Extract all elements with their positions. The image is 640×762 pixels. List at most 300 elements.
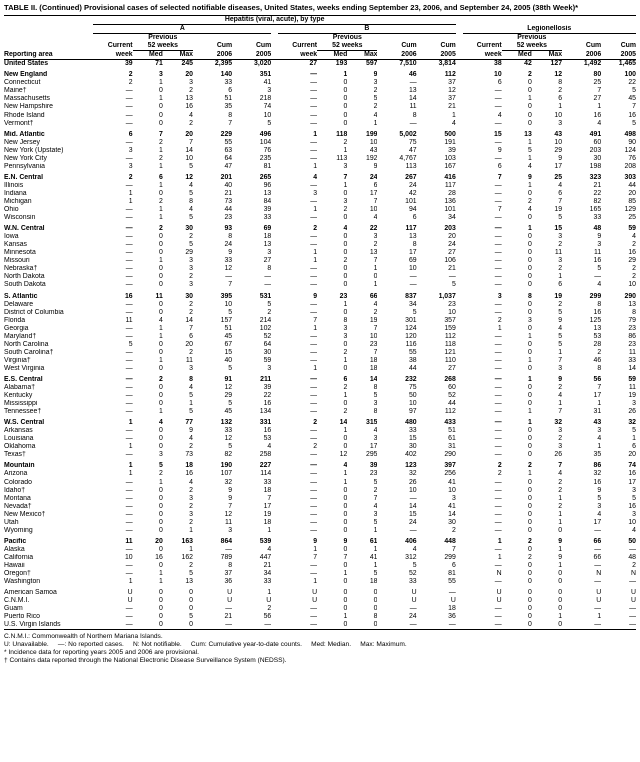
value-cell: 3 bbox=[597, 502, 602, 510]
value-cell: — bbox=[310, 214, 318, 222]
reporting-area-cell: Oregon† bbox=[4, 570, 31, 578]
value-cell: U bbox=[631, 597, 636, 605]
value-cell: 265 bbox=[259, 173, 272, 181]
value-cell: 9 bbox=[558, 375, 563, 383]
value-cell: 0 bbox=[158, 364, 163, 372]
value-cell: 2 bbox=[497, 462, 502, 470]
value-cell: 1 bbox=[158, 146, 163, 154]
reporting-area-cell: Iowa bbox=[4, 233, 19, 241]
value-cell: 27 bbox=[263, 257, 272, 265]
value-cell: — bbox=[494, 443, 502, 451]
value-cell: — bbox=[125, 494, 133, 502]
value-cell: 0 bbox=[528, 589, 532, 597]
value-cell: 16 bbox=[593, 478, 602, 486]
value-cell: — bbox=[310, 526, 318, 534]
value-cell: 23 bbox=[369, 340, 378, 348]
value-cell: 4 bbox=[373, 300, 378, 308]
value-cell: 0 bbox=[528, 478, 532, 486]
value-cell: 211 bbox=[260, 375, 272, 383]
table-row bbox=[4, 120, 636, 128]
value-cell: 10 bbox=[369, 206, 378, 214]
value-cell: 1 bbox=[313, 162, 318, 170]
value-cell: 1 bbox=[343, 71, 348, 79]
previous-label: Previous bbox=[517, 34, 547, 42]
value-cell: 0 bbox=[528, 281, 532, 289]
value-cell: — bbox=[310, 197, 318, 205]
value-cell: 0 bbox=[528, 265, 532, 273]
value-cell: — bbox=[125, 300, 133, 308]
value-cell: — bbox=[310, 71, 318, 79]
value-cell: 4 bbox=[267, 443, 272, 451]
value-cell: 10 bbox=[493, 71, 502, 79]
value-cell: 597 bbox=[365, 60, 378, 68]
value-cell: 2 bbox=[558, 502, 563, 510]
value-cell: 1 bbox=[343, 427, 348, 435]
value-cell: 27 bbox=[448, 364, 456, 372]
value-cell: — bbox=[310, 233, 318, 241]
value-cell: 0 bbox=[528, 518, 532, 526]
value-cell: 16 bbox=[593, 257, 602, 265]
value-cell: — bbox=[125, 545, 133, 553]
value-cell: 0 bbox=[528, 364, 532, 372]
value-cell: — bbox=[494, 392, 502, 400]
value-cell: 5 bbox=[597, 494, 602, 502]
table-row bbox=[4, 225, 636, 233]
value-cell: 0 bbox=[343, 189, 348, 197]
value-cell: 268 bbox=[444, 375, 456, 383]
value-cell: 5 bbox=[189, 408, 193, 416]
value-cell: 0 bbox=[158, 392, 163, 400]
value-cell: 0 bbox=[189, 597, 193, 605]
cum-label: Cum bbox=[255, 42, 272, 50]
weeks52-label: 52 weeks bbox=[502, 42, 562, 51]
value-cell: 37 bbox=[448, 95, 456, 103]
table-row bbox=[4, 503, 636, 511]
value-cell: 331 bbox=[259, 419, 272, 427]
value-cell: 192 bbox=[365, 154, 378, 162]
value-cell: 0 bbox=[158, 605, 163, 613]
reporting-area-cell: Rhode Island bbox=[4, 111, 45, 119]
value-cell: 12 bbox=[448, 87, 456, 95]
table-row bbox=[4, 341, 636, 349]
value-cell: 73 bbox=[185, 451, 193, 459]
value-cell: 10 bbox=[448, 486, 456, 494]
value-cell: 0 bbox=[343, 526, 348, 534]
year-2006-label: 2006 bbox=[377, 51, 416, 60]
value-cell: 45 bbox=[224, 408, 233, 416]
value-cell: 16 bbox=[593, 111, 602, 119]
value-cell: 7,510 bbox=[399, 60, 417, 68]
value-cell: 112 bbox=[444, 408, 456, 416]
value-cell: 34 bbox=[448, 214, 456, 222]
value-cell: 15 bbox=[408, 435, 417, 443]
value-cell: 17 bbox=[263, 502, 272, 510]
value-cell: 90 bbox=[628, 138, 636, 146]
value-cell: 203 bbox=[589, 146, 602, 154]
value-cell: — bbox=[494, 281, 502, 289]
value-cell: — bbox=[494, 225, 502, 233]
year-2006-label: 2006 bbox=[193, 51, 232, 60]
value-cell: 2,395 bbox=[214, 60, 233, 68]
value-cell: 8 bbox=[373, 408, 378, 416]
value-cell: 9 bbox=[228, 486, 233, 494]
value-cell: — bbox=[409, 605, 417, 613]
value-cell: 0 bbox=[343, 597, 348, 605]
reporting-area-cell: Illinois bbox=[4, 181, 24, 189]
reporting-area-cell: Missouri bbox=[4, 257, 30, 265]
value-cell: 295 bbox=[365, 451, 378, 459]
value-cell: 0 bbox=[528, 340, 532, 348]
value-cell: — bbox=[125, 265, 133, 273]
value-cell: 30 bbox=[408, 443, 417, 451]
value-cell: — bbox=[125, 87, 133, 95]
value-cell: — bbox=[409, 273, 417, 281]
value-cell: 0 bbox=[528, 300, 532, 308]
reporting-area-cell: Nevada† bbox=[4, 502, 32, 510]
value-cell: 1 bbox=[528, 154, 532, 162]
value-cell: 93 bbox=[224, 225, 233, 233]
value-cell: — bbox=[409, 281, 417, 289]
value-cell: 21 bbox=[224, 189, 233, 197]
table-row bbox=[4, 182, 636, 190]
table-row bbox=[4, 190, 636, 198]
value-cell: 4 bbox=[558, 470, 563, 478]
value-cell: 3 bbox=[189, 265, 193, 273]
value-cell: 0 bbox=[189, 589, 193, 597]
footnote-cnmi: C.N.M.I.: Commonwealth of Northern Mariana Islands. bbox=[4, 633, 163, 641]
value-cell: 1 bbox=[343, 300, 348, 308]
value-cell: 7 bbox=[373, 348, 378, 356]
value-cell: — bbox=[310, 111, 318, 119]
value-cell: 5 bbox=[632, 87, 636, 95]
value-cell: 0 bbox=[532, 621, 562, 630]
value-cell: 102 bbox=[259, 324, 272, 332]
value-cell: 191 bbox=[444, 138, 456, 146]
value-cell: 7 bbox=[228, 119, 233, 127]
value-cell: — bbox=[125, 570, 133, 578]
value-cell: 7 bbox=[632, 103, 636, 111]
value-cell: 52 bbox=[263, 332, 272, 340]
value-cell: 22 bbox=[263, 392, 272, 400]
value-cell: 9 bbox=[558, 154, 563, 162]
value-cell: 10 bbox=[554, 111, 563, 119]
value-cell: 1 bbox=[558, 273, 563, 281]
value-cell: — bbox=[125, 364, 133, 372]
value-cell: — bbox=[310, 408, 318, 416]
table-row bbox=[4, 621, 636, 630]
value-cell: 1 bbox=[189, 545, 193, 553]
value-cell: — bbox=[125, 324, 133, 332]
value-cell: 23 bbox=[628, 324, 636, 332]
value-cell: 8 bbox=[228, 111, 233, 119]
table-row bbox=[4, 79, 636, 87]
table-row bbox=[4, 392, 636, 400]
value-cell: 1 bbox=[313, 257, 318, 265]
value-cell: 0 bbox=[158, 265, 163, 273]
table-row bbox=[4, 147, 636, 155]
footnote-nedss: † Contains data reported through the National Electronic Disease Surveillance System (NEDSS). bbox=[4, 656, 287, 664]
value-cell: 44 bbox=[448, 400, 456, 408]
value-cell: 0 bbox=[343, 605, 348, 613]
table-row bbox=[4, 214, 636, 222]
value-cell: 1 bbox=[528, 138, 532, 146]
value-cell: 4 bbox=[412, 545, 417, 553]
table-row bbox=[4, 562, 636, 570]
value-cell: 3 bbox=[558, 119, 563, 127]
value-cell: 5 bbox=[189, 613, 193, 621]
table-row bbox=[4, 597, 636, 605]
value-cell: 17 bbox=[593, 518, 602, 526]
value-cell: 44 bbox=[628, 181, 636, 189]
value-cell: 16 bbox=[628, 111, 636, 119]
value-cell: 2 bbox=[528, 71, 532, 79]
value-cell: 30 bbox=[185, 225, 193, 233]
value-cell: 8 bbox=[267, 265, 272, 273]
value-cell: U bbox=[596, 597, 602, 605]
reporting-area-cell: New Jersey bbox=[4, 138, 40, 146]
value-cell: 21 bbox=[448, 103, 456, 111]
cum-label: Cum bbox=[620, 42, 636, 50]
value-cell: — bbox=[264, 281, 272, 289]
value-cell: 63 bbox=[224, 146, 233, 154]
value-cell: 1,492 bbox=[583, 60, 602, 68]
value-cell: 56 bbox=[263, 613, 272, 621]
value-cell: 0 bbox=[373, 605, 378, 613]
value-cell: — bbox=[125, 384, 133, 392]
value-cell: 0 bbox=[343, 435, 348, 443]
value-cell: 5 bbox=[632, 427, 636, 435]
value-cell: 351 bbox=[259, 71, 272, 79]
value-cell: 5 bbox=[558, 214, 563, 222]
value-cell: 323 bbox=[589, 173, 602, 181]
value-cell: 6 bbox=[343, 375, 348, 383]
value-cell: 5 bbox=[189, 570, 193, 578]
table-row bbox=[4, 435, 636, 443]
value-cell: 12 bbox=[224, 435, 233, 443]
value-cell: 81 bbox=[263, 162, 272, 170]
value-cell: — bbox=[494, 384, 502, 392]
value-cell: 21 bbox=[263, 562, 272, 569]
value-cell: 2 bbox=[189, 119, 193, 127]
value-cell: 50 bbox=[628, 537, 636, 545]
value-cell: 134 bbox=[259, 408, 272, 416]
value-cell: 0 bbox=[343, 79, 348, 87]
value-cell: 47 bbox=[224, 162, 233, 170]
value-cell: 35 bbox=[593, 451, 602, 459]
value-cell: 1 bbox=[313, 324, 318, 332]
table-row bbox=[4, 605, 636, 613]
value-cell: 0 bbox=[528, 502, 532, 510]
year-2005-label: 2005 bbox=[232, 51, 271, 60]
value-cell: 6 bbox=[373, 181, 378, 189]
value-cell: 0 bbox=[343, 545, 348, 553]
value-cell: 299 bbox=[589, 292, 602, 300]
value-cell: 29 bbox=[185, 249, 193, 257]
table-row bbox=[4, 249, 636, 257]
value-cell: 23 bbox=[369, 470, 378, 478]
value-cell: 0 bbox=[158, 87, 163, 95]
reporting-area-cell: Utah bbox=[4, 518, 19, 526]
value-cell: 117 bbox=[444, 181, 456, 189]
value-cell: 357 bbox=[444, 316, 456, 324]
table-row bbox=[4, 71, 636, 79]
value-cell: 100 bbox=[624, 71, 636, 79]
value-cell: 4 bbox=[158, 419, 163, 427]
value-cell: 22 bbox=[593, 189, 602, 197]
value-cell: 1 bbox=[343, 478, 348, 486]
value-cell: 2 bbox=[451, 526, 456, 534]
value-cell: 491 bbox=[589, 130, 602, 138]
value-cell: 1 bbox=[558, 103, 563, 111]
value-cell: 2 bbox=[528, 462, 532, 470]
value-cell: — bbox=[629, 578, 636, 586]
value-cell: — bbox=[494, 545, 502, 553]
value-cell: 14 bbox=[408, 502, 417, 510]
footnote-provisional: * Incidence data for reporting years 2005 and 2006 are provisional. bbox=[4, 648, 200, 656]
value-cell: 17 bbox=[369, 189, 378, 197]
value-cell: — bbox=[310, 510, 318, 518]
value-cell: 4 bbox=[189, 384, 193, 392]
value-cell: 13 bbox=[524, 130, 532, 138]
value-cell: 0 bbox=[343, 119, 348, 127]
value-cell: 245 bbox=[181, 60, 193, 68]
value-cell: — bbox=[377, 621, 416, 630]
value-cell: 82 bbox=[224, 451, 233, 459]
value-cell: 267 bbox=[405, 173, 417, 181]
value-cell: 29 bbox=[224, 392, 233, 400]
value-cell: 0 bbox=[528, 526, 532, 534]
value-cell: 19 bbox=[554, 292, 563, 300]
value-cell: U bbox=[127, 597, 133, 605]
value-cell: 0 bbox=[343, 518, 348, 526]
value-cell: — bbox=[494, 510, 502, 518]
value-cell: 9 bbox=[597, 233, 602, 241]
value-cell: 24 bbox=[408, 518, 417, 526]
value-cell: 7 bbox=[373, 197, 378, 205]
value-cell: 0 bbox=[502, 621, 532, 630]
value-cell: U bbox=[450, 597, 456, 605]
value-cell: — bbox=[125, 308, 133, 316]
value-cell: 1 bbox=[558, 510, 563, 518]
value-cell: 159 bbox=[444, 324, 456, 332]
value-cell: 35 bbox=[224, 103, 233, 111]
value-cell: 11 bbox=[594, 249, 602, 257]
reporting-area-cell: Pacific bbox=[4, 537, 27, 545]
value-cell: 67 bbox=[224, 340, 233, 348]
value-cell: — bbox=[125, 273, 133, 281]
reporting-area-cell: Alaska bbox=[4, 545, 25, 553]
value-cell: 60 bbox=[593, 138, 602, 146]
value-cell: 0 bbox=[343, 340, 348, 348]
value-cell: 7 bbox=[313, 553, 318, 561]
value-cell: 397 bbox=[444, 462, 456, 470]
value-cell: 0 bbox=[528, 348, 532, 356]
year-2005-label: 2005 bbox=[601, 51, 636, 60]
value-cell: 48 bbox=[593, 225, 602, 233]
value-cell: 0 bbox=[158, 249, 163, 257]
value-cell: 4 bbox=[267, 545, 272, 553]
value-cell: 6 bbox=[632, 443, 636, 451]
value-cell: 20 bbox=[185, 71, 193, 79]
value-cell: 66 bbox=[593, 553, 602, 561]
value-cell: 7 bbox=[558, 408, 563, 416]
value-cell: — bbox=[494, 400, 502, 408]
value-cell: 32 bbox=[224, 478, 233, 486]
value-cell: 32 bbox=[593, 470, 602, 478]
value-cell: 13 bbox=[185, 95, 193, 103]
value-cell: 2 bbox=[189, 308, 193, 316]
value-cell: — bbox=[494, 613, 502, 621]
value-cell: — bbox=[310, 518, 318, 526]
value-cell: — bbox=[494, 87, 502, 95]
value-cell: 0 bbox=[158, 400, 163, 408]
value-cell: 1 bbox=[189, 526, 193, 534]
value-cell: 0 bbox=[158, 486, 163, 494]
value-cell: — bbox=[494, 605, 502, 613]
value-cell: 290 bbox=[624, 292, 636, 300]
value-cell: 2 bbox=[373, 241, 378, 249]
previous-label: Previous bbox=[332, 34, 362, 42]
value-cell: 64 bbox=[224, 154, 233, 162]
value-cell: 3 bbox=[373, 233, 378, 241]
value-cell: 30 bbox=[593, 154, 602, 162]
value-cell: 0 bbox=[343, 103, 348, 111]
value-cell: — bbox=[310, 273, 318, 281]
value-cell: 129 bbox=[624, 206, 636, 214]
value-cell: 0 bbox=[528, 119, 532, 127]
value-cell: 124 bbox=[624, 146, 636, 154]
value-cell: 0 bbox=[343, 233, 348, 241]
value-cell: 17 bbox=[593, 392, 602, 400]
value-cell: 16 bbox=[593, 308, 602, 316]
value-cell: — bbox=[594, 273, 602, 281]
value-cell: 4 bbox=[189, 206, 193, 214]
value-cell: — bbox=[125, 225, 133, 233]
value-cell: 1 bbox=[497, 324, 502, 332]
value-cell: 74 bbox=[263, 103, 272, 111]
value-cell: 24 bbox=[408, 181, 417, 189]
value-cell: 9 bbox=[497, 146, 502, 154]
value-cell: 5 bbox=[632, 494, 636, 502]
value-cell: 6 bbox=[558, 189, 563, 197]
value-cell: 7 bbox=[497, 206, 502, 214]
value-cell: 24 bbox=[369, 173, 378, 181]
cum-label: Cum bbox=[216, 42, 233, 50]
reporting-area-cell: Ohio bbox=[4, 206, 19, 214]
value-cell: 0 bbox=[528, 392, 532, 400]
value-cell: — bbox=[310, 265, 318, 273]
value-cell: 0 bbox=[528, 257, 532, 265]
value-cell: 3 bbox=[158, 71, 163, 79]
value-cell: 0 bbox=[158, 103, 163, 111]
value-cell: 96 bbox=[263, 181, 272, 189]
value-cell: — bbox=[494, 273, 502, 281]
value-cell: — bbox=[494, 308, 502, 316]
value-cell: 10 bbox=[628, 281, 636, 289]
table-row bbox=[4, 87, 636, 95]
value-cell: 5 bbox=[128, 340, 133, 348]
table-row bbox=[4, 538, 636, 546]
value-cell: 11 bbox=[628, 348, 636, 356]
hepatitis-group-header: Hepatitis (viral, acute), by type bbox=[93, 16, 455, 25]
value-cell: 12 bbox=[224, 265, 233, 273]
value-cell: — bbox=[310, 154, 318, 162]
value-cell: 0 bbox=[528, 545, 532, 553]
value-cell: 0 bbox=[158, 308, 163, 316]
value-cell: 9 bbox=[558, 553, 563, 561]
value-cell: 303 bbox=[624, 173, 636, 181]
weeks52-label: 52 weeks bbox=[133, 42, 193, 51]
